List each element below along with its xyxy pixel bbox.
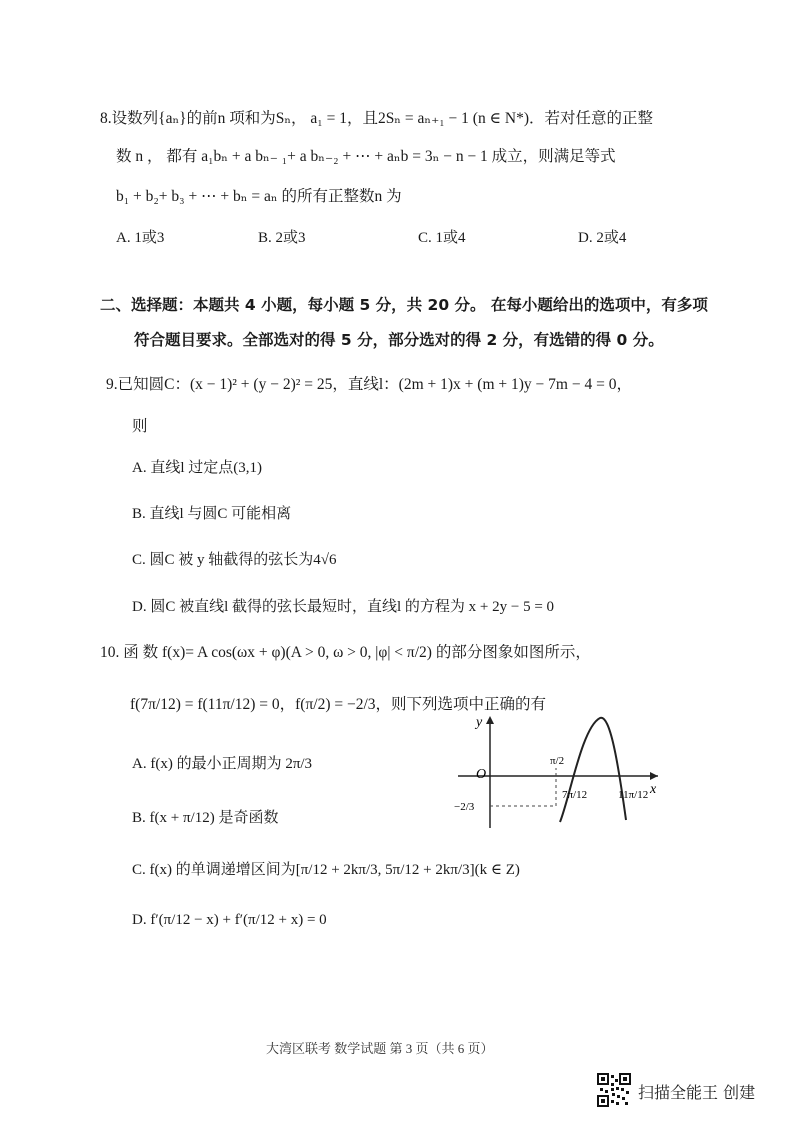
- graph-origin-label: O: [476, 767, 487, 782]
- page-footer: 大湾区联考 数学试题 第 3 页（共 6 页）: [266, 1041, 494, 1056]
- graph-x-label: x: [650, 782, 657, 797]
- q9-option-d: D. 圆C 被直线l 截得的弦长最短时，直线l 的方程为 x + 2y − 5 = 0: [132, 599, 555, 615]
- q9-option-a: A. 直线l 过定点(3,1): [132, 460, 262, 476]
- scanner-brand-label: 扫描全能王 创建: [638, 1083, 756, 1102]
- q10-option-d: D. f′(π/12 − x) + f′(π/12 + x) = 0: [132, 912, 327, 928]
- graph-y-neg-label: −2/3: [454, 801, 475, 813]
- graph-x1-label: 7π/12: [562, 789, 588, 801]
- graph-curve: [560, 718, 626, 822]
- q9-line-1: 9.已知圆C：(x − 1)² + (y − 2)² = 25，直线l：(2m + 1)x + (m + 1)y − 7m − 4 = 0，: [106, 376, 632, 393]
- q8-line-3: b₁ + b₂+ b₃ + ⋯ + bₙ = aₙ 的所有正整数n 为: [116, 188, 402, 205]
- q8-line-2: 数 n ， 都有 a₁bₙ + a bₙ₋ ₁+ a bₙ₋₂ + ⋯ + aₙb = 3ₙ − n − 1 成立，则满足等式: [116, 148, 616, 165]
- graph-y-label: y: [476, 715, 483, 730]
- q8-option-d: D. 2或4: [578, 230, 627, 246]
- q8-option-a: A. 1或3: [116, 230, 165, 246]
- graph-pi2-label: π/2: [550, 755, 565, 767]
- graph-x-arrow: [650, 772, 658, 780]
- q10-option-b: B. f(x + π/12) 是奇函数: [132, 810, 279, 826]
- section-2-line-2: 符合题目要求。全部选对的得 5 分，部分选对的得 2 分，有选错的得 0 分。: [134, 331, 664, 349]
- q10-function-graph: [450, 712, 665, 832]
- q9-line-2: 则: [132, 418, 148, 435]
- graph-y-arrow: [486, 716, 494, 724]
- section-2-line-1: 二、选择题：本题共 4 小题，每小题 5 分，共 20 分。 在每小题给出的选项中，有多项: [100, 296, 708, 314]
- q10-option-a: A. f(x) 的最小正周期为 2π/3: [132, 756, 313, 772]
- q10-option-c: C. f(x) 的单调递增区间为[π/12 + 2kπ/3, 5π/12 + 2kπ/3](k ∈ Z): [132, 862, 520, 878]
- qr-code-icon: [597, 1073, 631, 1107]
- q10-line-2: f(7π/12) = f(11π/12) = 0，f(π/2) = −2/3，则下列选项中正确的有: [130, 696, 547, 713]
- q8-option-c: C. 1或4: [418, 230, 466, 246]
- q9-option-b: B. 直线l 与圆C 可能相离: [132, 506, 292, 522]
- q10-line-1: 10. 函 数 f(x)= A cos(ωx + φ)(A > 0, ω > 0, |φ| < π/2) 的部分图象如图所示，: [100, 644, 591, 661]
- q8-option-b: B. 2或3: [258, 230, 306, 246]
- q9-option-c: C. 圆C 被 y 轴截得的弦长为4√6: [132, 552, 337, 568]
- q8-line-1: 8.设数列{aₙ}的前n 项和为Sₙ， a₁ = 1，且2Sₙ = aₙ₊₁ − 1 (n ∈ N*)．若对任意的正整: [100, 110, 654, 127]
- graph-x2-label: 11π/12: [618, 789, 649, 801]
